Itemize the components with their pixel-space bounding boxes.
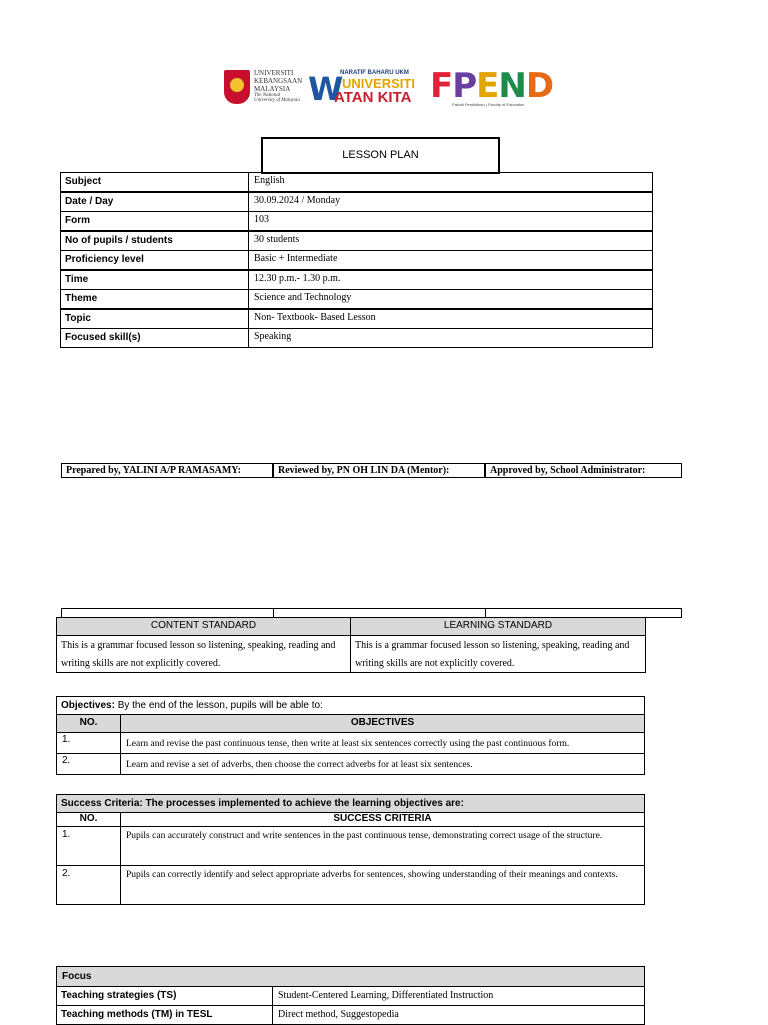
ukm-line-2: KEBANGSAAN bbox=[254, 77, 303, 85]
signature-row bbox=[61, 463, 682, 478]
focus-header: Focus bbox=[56, 966, 645, 987]
objectives-intro-bold: Objectives: bbox=[61, 700, 115, 711]
success-intro: Success Criteria: The processes implemented to achieve the learning objectives are: bbox=[56, 794, 645, 813]
learning-standard-text: This is a grammar focused lesson so listening, speaking, reading and writing skills are not explicitly covered. bbox=[350, 635, 646, 673]
objective-text: Learn and revise the past continuous tense, then write at least six sentences correctly using the past continuous form. bbox=[120, 732, 645, 754]
ukm-name bbox=[254, 69, 302, 93]
universiti-watan-kita-logo bbox=[308, 70, 426, 108]
info-label: Focused skill(s) bbox=[60, 328, 249, 348]
wk-universiti: UNIVERSITI bbox=[342, 76, 415, 91]
info-label: No of pupils / students bbox=[60, 231, 249, 251]
info-value: Basic + Intermediate bbox=[248, 250, 653, 270]
info-value: Non- Textbook- Based Lesson bbox=[248, 309, 653, 329]
success-no: 2. bbox=[56, 865, 121, 905]
info-label: Date / Day bbox=[60, 192, 249, 212]
focus-value: Direct method, Suggestopedia bbox=[272, 1005, 645, 1025]
info-value: English bbox=[248, 172, 653, 192]
info-label: Theme bbox=[60, 289, 249, 309]
content-standard-text: This is a grammar focused lesson so listening, speaking, reading and writing skills are not explicitly covered. bbox=[56, 635, 351, 673]
success-text: Pupils can correctly identify and select appropriate adverbs for sentences, showing understanding of their meanings and contexts. bbox=[120, 865, 645, 905]
info-label: Topic bbox=[60, 309, 249, 329]
fpend-letter: F bbox=[430, 66, 453, 106]
lesson-plan-title: LESSON PLAN bbox=[261, 137, 500, 174]
ukm-line-1: UNIVERSITI bbox=[254, 69, 294, 77]
objective-no: 1. bbox=[56, 732, 121, 754]
fpend-letter: D bbox=[525, 66, 554, 106]
info-value: Science and Technology bbox=[248, 289, 653, 309]
info-label: Subject bbox=[60, 172, 249, 192]
objectives-intro bbox=[56, 696, 645, 715]
objectives-intro-text: By the end of the lesson, pupils will be able to: bbox=[114, 700, 323, 711]
ukm-tagline: The National University of Malaysia bbox=[254, 93, 300, 103]
success-text: Pupils can accurately construct and write sentences in the past continuous tense, demonstrating correct usage of the structure. bbox=[120, 826, 645, 866]
info-value: Speaking bbox=[248, 328, 653, 348]
focus-label: Teaching strategies (TS) bbox=[56, 986, 273, 1006]
ukm-logo bbox=[224, 68, 304, 108]
fpend-letters bbox=[430, 68, 553, 104]
wk-top-text: NARATIF BAHARU UKM bbox=[340, 70, 409, 76]
objectives-no-header: NO. bbox=[56, 714, 121, 733]
approved-by: Approved by, School Administrator: bbox=[485, 463, 682, 478]
fpend-letter: P bbox=[452, 66, 477, 106]
success-col-header: SUCCESS CRITERIA bbox=[120, 812, 645, 827]
info-label: Time bbox=[60, 270, 249, 290]
ukm-crest-icon bbox=[224, 70, 250, 104]
learning-standard-header: LEARNING STANDARD bbox=[350, 617, 646, 636]
info-value: 30.09.2024 / Monday bbox=[248, 192, 653, 212]
content-standard-header: CONTENT STANDARD bbox=[56, 617, 351, 636]
fpend-logo bbox=[430, 66, 554, 108]
fpend-letter: E bbox=[476, 66, 499, 106]
focus-value: Student-Centered Learning, Differentiated Instruction bbox=[272, 986, 645, 1006]
info-label: Proficiency level bbox=[60, 250, 249, 270]
objective-text: Learn and revise a set of adverbs, then choose the correct adverbs for at least six sentences. bbox=[120, 753, 645, 775]
wk-w-letter: W bbox=[308, 70, 344, 108]
success-no-header: NO. bbox=[56, 812, 121, 827]
objectives-col-header: OBJECTIVES bbox=[120, 714, 645, 733]
objective-no: 2. bbox=[56, 753, 121, 775]
ukm-line-3: MALAYSIA bbox=[254, 85, 291, 93]
fpend-letter: N bbox=[498, 66, 526, 106]
info-value: 12.30 p.m.- 1.30 p.m. bbox=[248, 270, 653, 290]
focus-label: Teaching methods (TM) in TESL bbox=[56, 1005, 273, 1025]
fpend-subtitle: Fakulti Pendidikan | Faculty of Education bbox=[452, 102, 525, 107]
wk-watan-kita: ATAN KITA bbox=[334, 89, 412, 106]
success-no: 1. bbox=[56, 826, 121, 866]
info-label: Form bbox=[60, 211, 249, 231]
prepared-by: Prepared by, YALINI A/P RAMASAMY: bbox=[61, 463, 273, 478]
info-value: 103 bbox=[248, 211, 653, 231]
reviewed-by: Reviewed by, PN OH LIN DA (Mentor): bbox=[273, 463, 485, 478]
info-value: 30 students bbox=[248, 231, 653, 251]
